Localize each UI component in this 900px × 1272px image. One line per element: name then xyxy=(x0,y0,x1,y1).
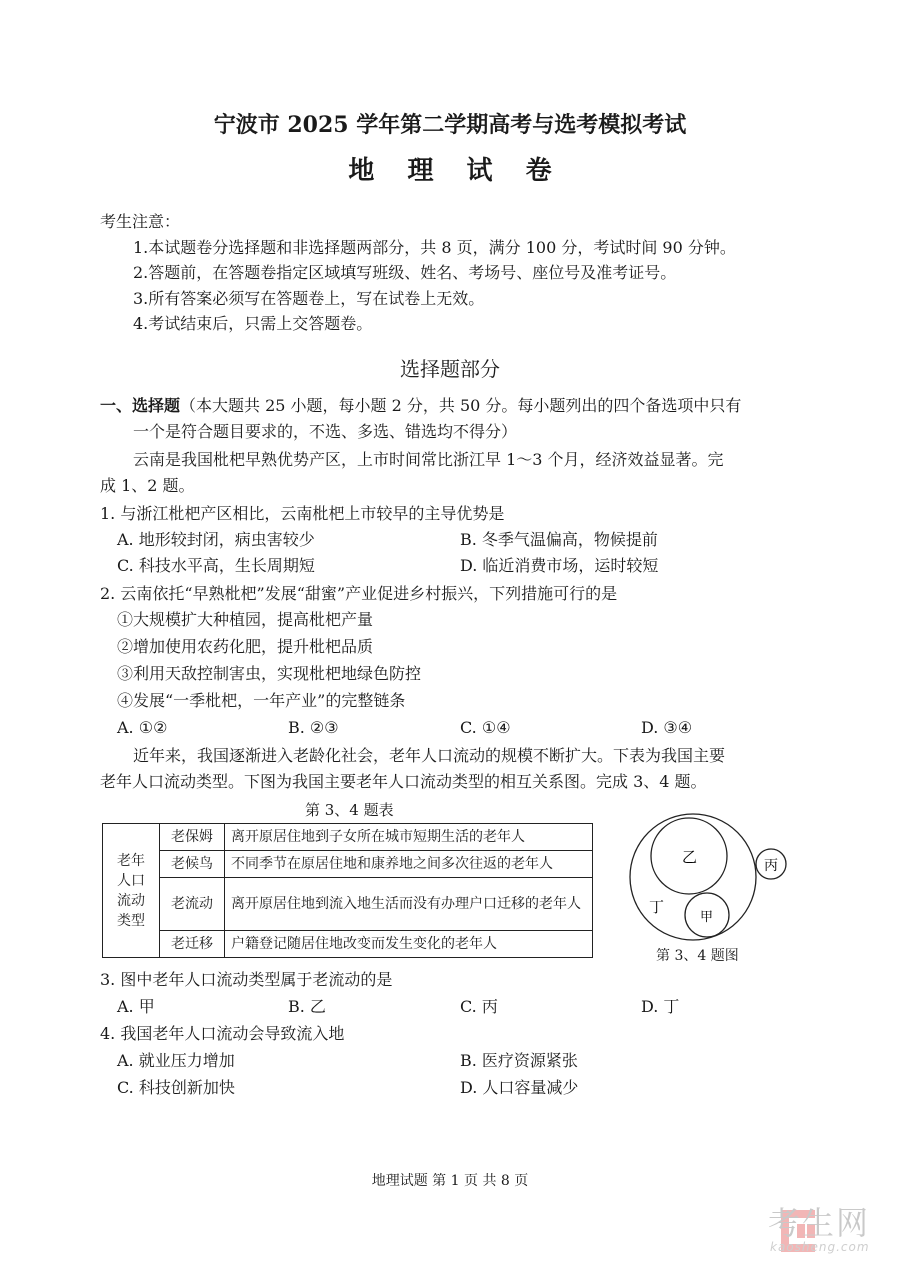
q4-option-b: B. 医疗资源紧张 xyxy=(460,1051,578,1070)
q4-option-c: C. 科技创新加快 xyxy=(117,1078,235,1097)
q2-stem: 2. 云南依托“早熟枇杷”发展“甜蜜”产业促进乡村振兴，下列措施可行的是 xyxy=(100,584,618,603)
notice-item-4: 4.考试结束后，只需上交答题卷。 xyxy=(133,314,373,333)
label-bing: 丙 xyxy=(764,858,778,874)
figure-caption: 第 3、4 题图 xyxy=(656,948,739,964)
q2-statement-2: ②增加使用农药化肥，提升枇杷品质 xyxy=(117,637,374,656)
q3-option-d: D. 丁 xyxy=(641,997,680,1016)
table-category: 老年人口流动类型 xyxy=(103,824,160,958)
q1-stem: 1. 与浙江枇杷产区相比，云南枇杷上市较早的主导优势是 xyxy=(100,504,505,523)
flow-types-table xyxy=(102,823,593,958)
watermark-url: kaosheng.com xyxy=(770,1240,870,1254)
exam-title: 宁波市 2025 学年第二学期高考与选考模拟考试 xyxy=(213,112,687,138)
passage1-line2: 成 1、2 题。 xyxy=(100,476,195,495)
table-row-name: 老迁移 xyxy=(160,931,225,958)
table-row-desc: 离开原居住地到流入地生活而没有办理户口迁移的老年人 xyxy=(225,878,593,931)
part-heading xyxy=(100,396,741,416)
table-row-desc: 户籍登记随居住地改变而发生变化的老年人 xyxy=(225,931,593,958)
notice-item-2: 2.答题前，在答题卷指定区域填写班级、姓名、考场号、座位号及准考证号。 xyxy=(133,263,677,282)
part-label: 一、选择题 xyxy=(100,396,181,415)
exam-subject: 地 理 试 卷 xyxy=(348,156,564,186)
q2-option-a: A. ①② xyxy=(117,718,168,737)
circle-ding xyxy=(630,814,756,940)
table-row-name: 老候鸟 xyxy=(160,851,225,878)
q1-option-d: D. 临近消费市场，运时较短 xyxy=(460,556,659,575)
label-ding: 丁 xyxy=(649,898,665,916)
page-footer: 地理试题 第 1 页 共 8 页 xyxy=(371,1173,529,1189)
q1-option-a: A. 地形较封闭，病虫害较少 xyxy=(117,530,315,549)
watermark-brand: 考生网 xyxy=(768,1204,871,1242)
table-row-name: 老保姆 xyxy=(160,824,225,851)
q3-option-b: B. 乙 xyxy=(288,997,326,1016)
notice-item-3: 3.所有答案必须写在答题卷上，写在试卷上无效。 xyxy=(133,289,485,308)
part-desc-1: （本大题共 25 小题，每小题 2 分，共 50 分。每小题列出的四个备选项中只有 xyxy=(180,396,742,415)
label-jia: 甲 xyxy=(700,910,714,925)
table-row-desc: 离开原居住地到子女所在城市短期生活的老年人 xyxy=(225,824,593,851)
label-yi: 乙 xyxy=(682,848,698,866)
q2-option-d: D. ③④ xyxy=(641,718,693,737)
passage2-line1: 近年来，我国逐渐进入老龄化社会，老年人口流动的规模不断扩大。下表为我国主要 xyxy=(133,746,726,765)
q2-option-c: C. ①④ xyxy=(460,718,511,737)
notice-heading: 考生注意： xyxy=(100,212,181,231)
part-desc-2: 一个是符合题目要求的，不选、多选、错选均不得分） xyxy=(133,422,518,441)
q2-statement-3: ③利用天敌控制害虫，实现枇杷地绿色防控 xyxy=(117,664,422,683)
q4-option-d: D. 人口容量减少 xyxy=(460,1078,579,1097)
q2-statement-1: ①大规模扩大种植园，提高枇杷产量 xyxy=(117,610,374,629)
q2-statement-4: ④发展“一季枇杷，一年产业”的完整链条 xyxy=(117,691,406,710)
table-caption: 第 3、4 题表 xyxy=(305,801,394,819)
notice-item-1: 1.本试题卷分选择题和非选择题两部分，共 8 页，满分 100 分，考试时间 90 分钟。 xyxy=(133,238,736,257)
section-title: 选择题部分 xyxy=(400,357,500,381)
passage2-line2: 老年人口流动类型。下图为我国主要老年人口流动类型的相互关系图。完成 3、4 题。 xyxy=(100,772,707,791)
table-row-name: 老流动 xyxy=(160,878,225,931)
q3-option-a: A. 甲 xyxy=(117,997,155,1016)
q1-option-b: B. 冬季气温偏高，物候提前 xyxy=(460,530,658,549)
q2-option-b: B. ②③ xyxy=(288,718,339,737)
flow-relation-diagram xyxy=(620,812,800,952)
passage1-line1: 云南是我国枇杷早熟优势产区，上市时间常比浙江早 1～3 个月，经济效益显著。完 xyxy=(133,450,724,469)
q3-stem: 3. 图中老年人口流动类型属于老流动的是 xyxy=(100,970,393,989)
table-row-desc: 不同季节在原居住地和康养地之间多次往返的老年人 xyxy=(225,851,593,878)
q4-stem: 4. 我国老年人口流动会导致流入地 xyxy=(100,1024,345,1043)
q1-option-c: C. 科技水平高，生长周期短 xyxy=(117,556,315,575)
q4-option-a: A. 就业压力增加 xyxy=(117,1051,235,1070)
q3-option-c: C. 丙 xyxy=(460,997,498,1016)
